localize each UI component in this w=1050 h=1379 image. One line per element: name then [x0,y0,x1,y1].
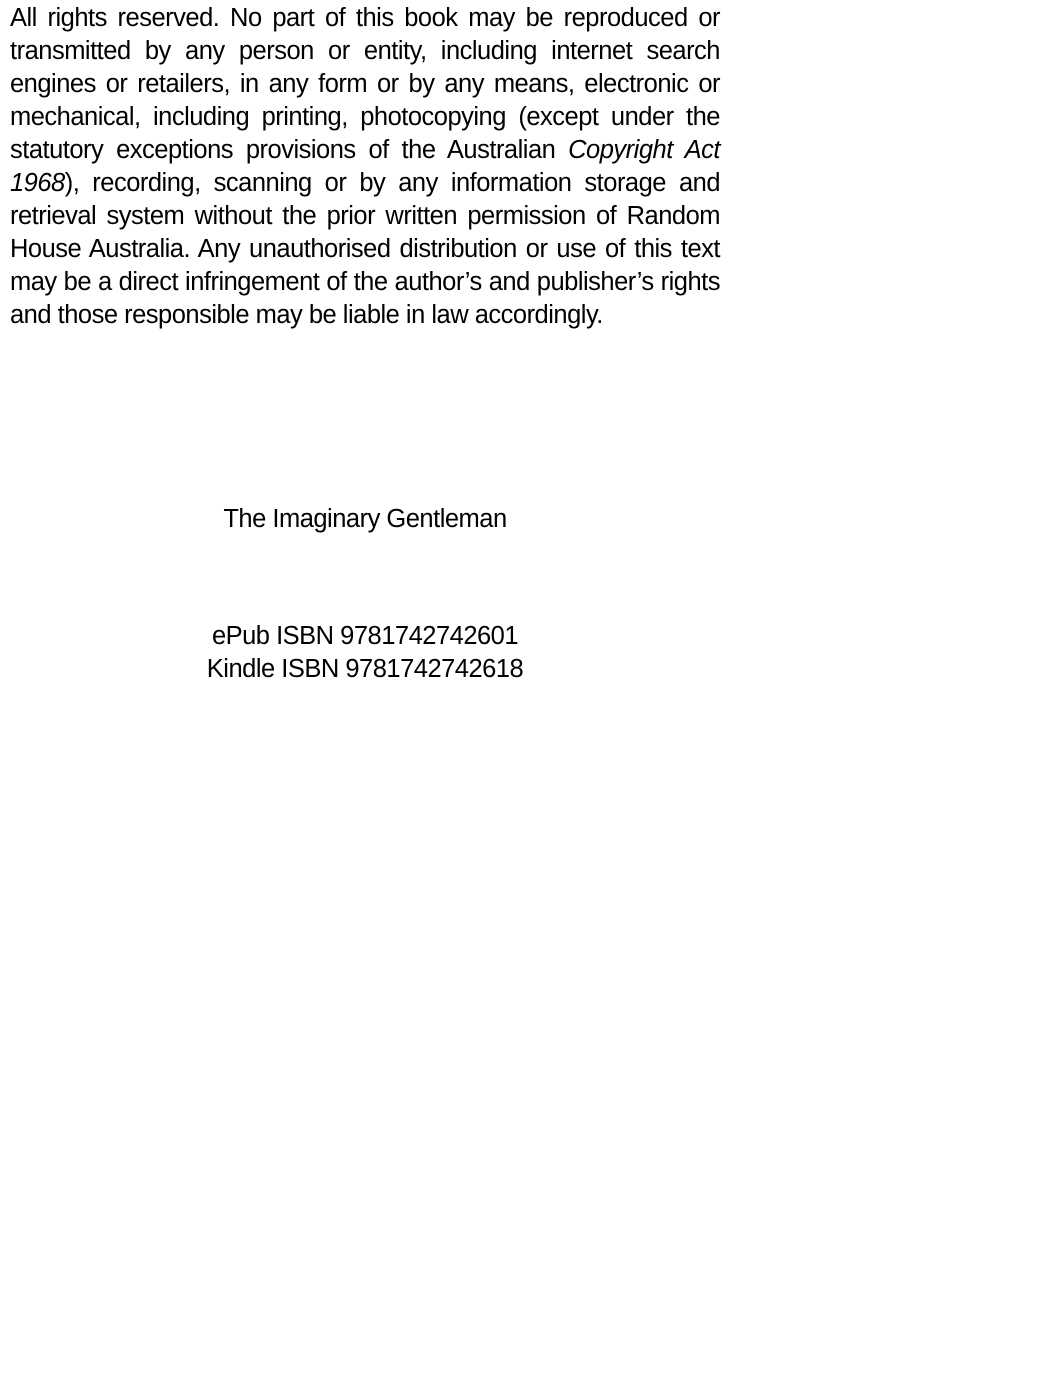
rights-text-start: All rights reserved. No part of this book may be reproduced or transmitted by any person or entity, including internet search engines or retailers, in any form or by any means, electronic or mechanical, including printing, photocopying (except under the statutory exceptions provisions of the Australian [10,4,720,164]
copyright-act-title: Copyright Act 1968 [10,136,720,197]
epub-isbn: ePub ISBN 9781742742601 [211,622,519,650]
rights-text-end: ), recording, scanning or by any information storage and retrieval system without the prior written permission of Random House Australia. Any unauthorised distribution or use of this text may be a direct infringement of the author’s and publisher’s rights and those responsible may be liable in law accordingly. [10,169,720,329]
rights-notice [10,2,720,332]
book-title: The Imaginary Gentleman [223,505,507,533]
kindle-isbn: Kindle ISBN 9781742742618 [206,655,524,683]
